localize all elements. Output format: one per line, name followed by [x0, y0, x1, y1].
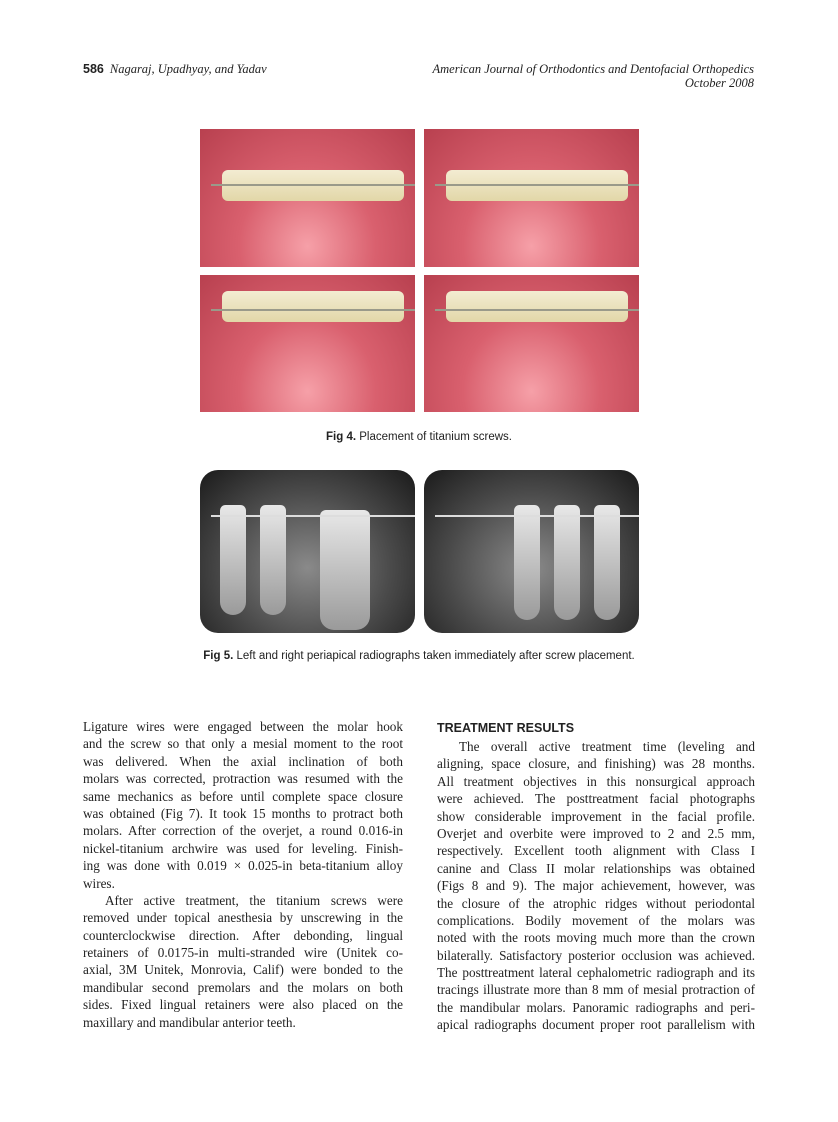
issue-date: October 2008 [684, 76, 754, 90]
fig4-caption-text: Placement of titanium screws. [359, 431, 512, 443]
paragraph [437, 738, 755, 1034]
text-line: maxillary and mandibular anterior teeth. [83, 1014, 296, 1030]
section-heading: TREATMENT RESULTS [437, 721, 575, 735]
text-line: counterclockwise direction. After debonding, lingual [83, 927, 403, 943]
text-line: molars was corrected, protraction was resumed with the [83, 771, 403, 787]
text-line: All treatment objectives in this nonsurgical approach [437, 773, 755, 789]
authors: Nagaraj, Upadhyay, and Yadav [109, 62, 267, 76]
text-line: Ligature wires were engaged between the molar hook [83, 719, 403, 734]
text-line: were achieved. The posttreatment facial photographs [437, 791, 755, 807]
text-line: show considerable improvement in the facial profile. [437, 808, 755, 824]
text-line: molars. After correction of the overjet, a round 0.016-in [83, 823, 403, 839]
text-line: complications. Bodily movement of the molars was [437, 912, 755, 928]
running-header-left [83, 62, 267, 77]
fig4-photo-top-right [424, 129, 639, 267]
text-line: was delivered. When the axial inclination of both [83, 753, 403, 769]
text-line: apical radiographs document proper root parallelism with [437, 1017, 755, 1033]
fig4-photo-bottom-right [424, 275, 639, 412]
fig4-caption [0, 431, 838, 443]
text-line: the closure of the atrophic ridges without periodontal [437, 895, 755, 911]
fig5-radiograph-left [200, 470, 415, 633]
page-number: 586 [83, 62, 104, 76]
fig5-radiograph-right [424, 470, 639, 633]
text-line: tracings illustrate more than 8 mm of mesial protraction of [437, 982, 755, 998]
text-line: nickel-titanium archwire was used for leveling. Finish- [83, 840, 403, 856]
text-line: was obtained (Fig 7). It took 15 months to protract both [83, 805, 403, 821]
text-line: The overall active treatment time (leveling and [459, 739, 755, 754]
text-line: axial, 3M Unitek, Monrovia, Calif) were bonded to the [83, 962, 403, 978]
text-line: aligning, space closure, and finishing) was 28 months. [437, 756, 755, 772]
text-line: ing was done with 0.019 × 0.025-in beta-titanium alloy [83, 858, 403, 874]
text-line: noted with the roots moving much more than the crown [437, 930, 755, 946]
text-line: the mandibular molars. Panoramic radiographs and peri- [437, 999, 755, 1015]
text-line: (Figs 8 and 9). The major achievement, however, was [437, 878, 755, 894]
fig4-label: Fig 4. [326, 431, 357, 443]
running-header-right [433, 62, 755, 90]
fig4-photo-top-left [200, 129, 415, 267]
text-line: removed under topical anesthesia by unscrewing in the [83, 910, 403, 926]
left-column [83, 718, 403, 1031]
paragraph [83, 718, 403, 892]
journal-title: American Journal of Orthodontics and Dentofacial Orthopedics [432, 62, 754, 76]
fig5-label: Fig 5. [203, 650, 234, 662]
text-line: respectively. Excellent tooth alignment with Class I [437, 843, 755, 859]
text-line: retainers of 0.0175-in multi-stranded wire (Unitek co- [83, 945, 403, 961]
text-line: After active treatment, the titanium screws were [105, 892, 403, 908]
text-line: bilaterally. Satisfactory posterior occlusion was achieved. [437, 947, 755, 963]
text-line: wires. [83, 875, 115, 891]
text-line: and the screw so that only a mesial moment to the root [83, 736, 403, 752]
text-line: sides. Fixed lingual retainers were also placed on the [83, 997, 403, 1013]
text-line: same mechanics as before until complete space closure [83, 788, 403, 804]
text-line: Overjet and overbite were improved to 2 and 2.5 mm, [437, 825, 755, 841]
fig5-caption [0, 650, 838, 662]
text-line: The posttreatment lateral cephalometric radiograph and its [437, 965, 755, 981]
text-line: mandibular second premolars and the molars on both [83, 979, 403, 995]
text-line: canine and Class II molar relationships was obtained [437, 860, 755, 876]
fig5-caption-text: Left and right periapical radiographs taken immediately after screw placement. [236, 650, 635, 662]
fig4-photo-bottom-left [200, 275, 415, 412]
right-column [437, 718, 755, 1034]
paragraph [83, 892, 403, 1031]
